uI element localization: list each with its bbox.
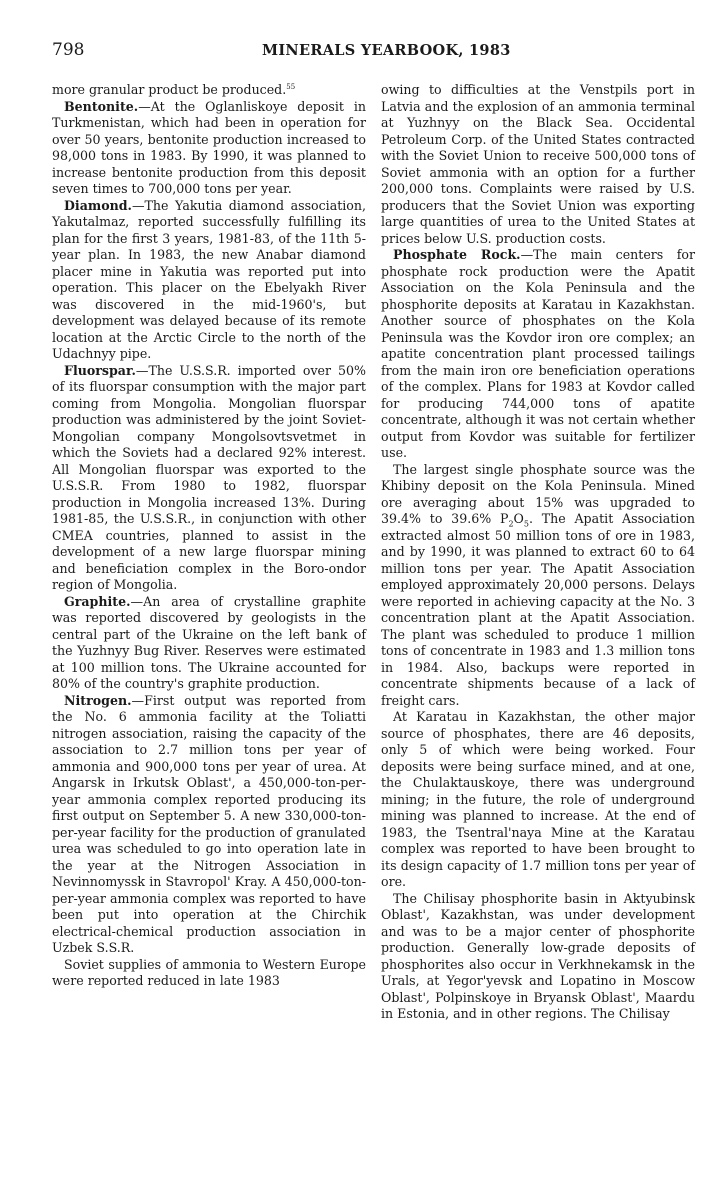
paragraph-nitrogen bbox=[52, 693, 366, 957]
left-column bbox=[52, 82, 366, 990]
paragraph-ammonia-continuation bbox=[381, 82, 695, 247]
paragraph-text: —The U.S.S.R. imported over 50% of its fluorspar consumption with the major part coming from Mongolia. Mongolian fluorspar production was administered by the joint Soviet-Mongolian company Mongolsovtsvetmet in which the Soviets had a declared 92% interest. All Mongolian fluorspar was exported to the U.S.S.R. From 1980 to 1982, fluorspar production in Mongolia increased 13%. During 1981-85, the U.S.S.R., in conjunction with other CMEA countries, planned to assist in the development of a new large fluorspar mining and beneficiation complex in the Boro-ondor region of Mongolia. bbox=[52, 362, 366, 592]
section-lead: Nitrogen. bbox=[64, 692, 132, 708]
paragraph-chilisay bbox=[381, 891, 695, 1023]
paragraph-khibiny bbox=[381, 462, 695, 710]
paragraph-text: The largest single phosphate source was the Khibiny deposit on the Kola Peninsula. Mined ore averaging about 15% was upgraded to 39.4% to 39.6% P bbox=[381, 461, 695, 526]
paragraph-intro-continuation bbox=[52, 82, 366, 99]
section-lead: Graphite. bbox=[64, 593, 131, 609]
page-number: 798 bbox=[52, 40, 85, 60]
paragraph-text: O bbox=[513, 511, 524, 526]
section-lead: Phosphate Rock. bbox=[393, 247, 521, 262]
page-header bbox=[52, 40, 692, 64]
paragraph-text: —The main centers for phosphate rock production were the Apatit Association on the Kola Peninsula and the phosphorite deposits at Karatau in Kazakhstan. Another source of phosphates on the Kola Peninsula was the Kovdor iron ore complex; an apatite concentration plant processed tailings from the main iron ore beneficiation operations of the complex. Plans for 1983 at Kovdor called for producing 744,000 tons of apatite concentrate, although it was not certain whether output from Kovdor was suitable for fertilizer use. bbox=[381, 247, 695, 460]
paragraph-text: . The Apatit Association extracted almost 50 million tons of ore in 1983, and by 1990, it was planned to extract 60 to 64 million tons per year. The Apatit Association employed approximately 20,000 persons. Delays were reported in achieving capacity at the No. 3 concentration plant at the Apatit Association. The plant was scheduled to produce 1 million tons of concentrate in 1983 and 1.3 million tons in 1984. Also, backups were reported in concentrate shipments because of a lack of freight cars. bbox=[381, 511, 695, 708]
right-column bbox=[381, 82, 695, 1023]
paragraph-ammonia-supplies bbox=[52, 957, 366, 990]
paragraph-text: The Chilisay phosphorite basin in Aktyubinsk Oblast', Kazakhstan, was under development and was to be a major center of phosphorite production. Generally low-grade deposits of phosphorites also occur in Verkhnekamsk in the Urals, at Yegor'yevsk and Lopatino in Moscow Oblast', Polpinskoye in Bryansk Oblast', Maardu in Estonia, and in other regions. The Chilisay bbox=[381, 890, 695, 1021]
paragraph-diamond bbox=[52, 198, 366, 363]
paragraph-fluorspar bbox=[52, 363, 366, 594]
subscript: 5 bbox=[523, 519, 529, 529]
paragraph-text: —First output was reported from the No. 6 ammonia facility at the Toliatti nitrogen association, raising the capacity of the association to 2.7 million tons per year of ammonia and 900,000 tons per year of urea. At Angarsk in Irkutsk Oblast', a 450,000-ton-per-year ammonia complex reported producing its first output on September 5. A new 330,000-ton-per-year facility for the production of granulated urea was scheduled to go into operation late in the year at the Nitrogen Association in Nevinnomyssk in Stavropol' Kray. A 450,000-ton-per-year ammonia complex was reported to have been put into operation at the Chirchik electrical-chemical production association in Uzbek S.S.R. bbox=[52, 692, 366, 955]
paragraph-text: At Karatau in Kazakhstan, the other major source of phosphates, there are 46 deposits, only 5 of which were being worked. Four deposits were being surface mined, and at one, the Chulaktauskoye, there was underground mining; in the future, the role of underground mining was planned to increase. At the end of 1983, the Tsentral'naya Mine at the Karatau complex was reported to have been brought to its design capacity of 1.7 million tons per year of ore. bbox=[381, 709, 695, 889]
paragraph-graphite bbox=[52, 594, 366, 693]
subscript: 2 bbox=[508, 519, 514, 529]
paragraph-karatau bbox=[381, 709, 695, 891]
paragraph-text: owing to difficulties at the Venstpils port in Latvia and the explosion of an ammonia terminal at Yuzhnyy on the Black Sea. Occidental Petroleum Corp. of the United States contracted with the Soviet Union to receive 500,000 tons of Soviet ammonia with an option for a further 200,000 tons. Complaints were raised by U.S. producers that the Soviet Union was exporting large quantities of urea to the United States at prices below U.S. production costs. bbox=[381, 82, 695, 246]
paragraph-text: more granular product be produced. bbox=[52, 82, 287, 97]
paragraph-text: —An area of crystalline graphite was reported discovered by geologists in the central part of the Ukraine on the left bank of the Yuzhnyy Bug River. Reserves were estimated at 100 million tons. The Ukraine accounted for 80% of the country's graphite production. bbox=[52, 593, 366, 691]
section-lead: Diamond. bbox=[64, 197, 132, 213]
running-title: MINERALS YEARBOOK, 1983 bbox=[262, 42, 511, 59]
section-lead: Bentonite. bbox=[64, 98, 139, 114]
paragraph-text: —At the Oglanliskoye deposit in Turkmenistan, which had been in operation for over 50 years, bentonite production increased to 98,000 tons in 1983. By 1990, it was planned to increase bentonite production from this deposit seven times to 700,000 tons per year. bbox=[52, 98, 366, 196]
paragraph-bentonite bbox=[52, 99, 366, 198]
paragraph-text: —The Yakutia diamond association, Yakutalmaz, reported successfully fulfilling its plan for the first 3 years, 1981-83, of the 11th 5-year plan. In 1983, the new Anabar diamond placer mine in Yakutia was reported put into operation. This placer on the Ebelyakh River was discovered in the mid-1960's, but development was delayed because of its remote location at the Arctic Circle to the north of the Udachnyy pipe. bbox=[52, 197, 366, 361]
paragraph-text: Soviet supplies of ammonia to Western Europe were reported reduced in late 1983 bbox=[52, 956, 366, 988]
section-lead: Fluorspar. bbox=[64, 362, 136, 378]
footnote-ref: 55 bbox=[286, 82, 296, 91]
paragraph-phosphate-rock bbox=[381, 247, 695, 462]
